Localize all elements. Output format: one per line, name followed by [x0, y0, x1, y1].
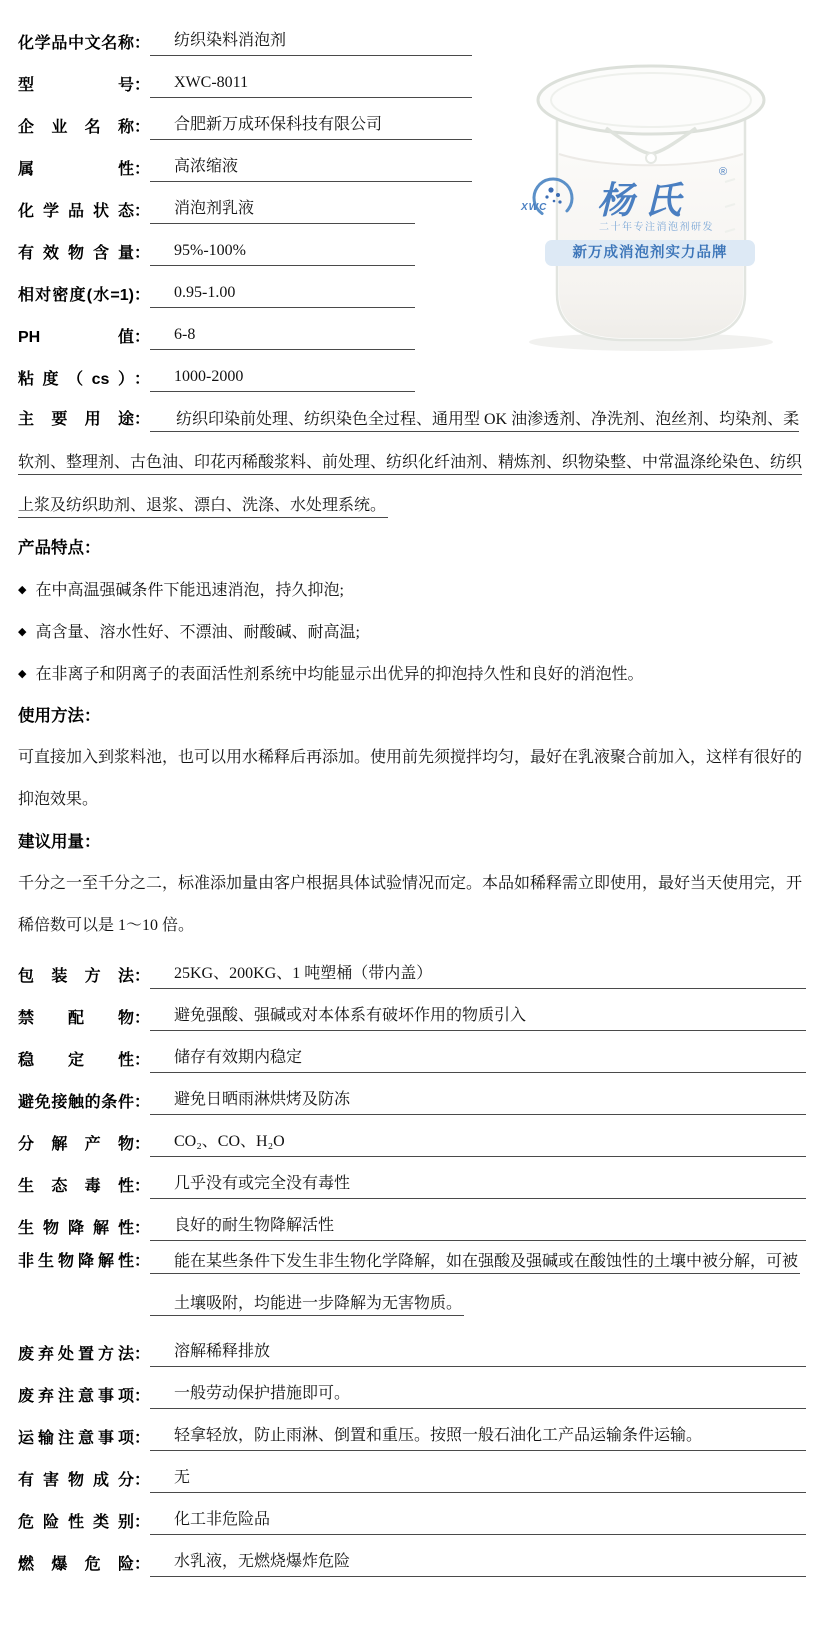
field-value-underline: [150, 1216, 806, 1241]
field-colon: ：: [133, 411, 150, 428]
field-label: 主要用途: [18, 411, 134, 428]
field-value-underline: [150, 1552, 806, 1577]
diamond-bullet-icon: ◆: [18, 584, 27, 596]
brand-banner: 新万成消泡剂实力品牌: [545, 240, 755, 266]
field-value: XWC-8011: [174, 74, 249, 91]
field-value-underline: [150, 1006, 806, 1031]
field-label: 粘度（cs）: [18, 371, 134, 388]
field-value: 无: [174, 1469, 191, 1486]
dosage-text: 千分之一至千分之二，标准添加量由客户根据具体试验情况而定。本品如稀释需立即使用，最好当天使用完，开稀倍数可以是 1～10 倍。: [18, 875, 803, 934]
field-value: 高浓缩液: [174, 158, 239, 175]
field-colon: ：: [133, 203, 150, 220]
feature-item: [18, 569, 806, 611]
section-heading-features: 产品特点：: [18, 539, 101, 557]
field-label: 禁配物: [18, 1010, 134, 1027]
field-value-underline: [150, 964, 806, 989]
field-value-underline: [150, 157, 472, 182]
field-label: 运输注意事项: [18, 1430, 134, 1447]
field-colon: ：: [133, 161, 150, 178]
field-value-underline: [150, 325, 415, 350]
field-value-underline: [150, 1468, 806, 1493]
field-row: [18, 947, 806, 989]
field-value-underline: [150, 283, 415, 308]
field-value: 1000-2000: [174, 368, 244, 385]
field-label: 燃爆危险: [18, 1556, 134, 1573]
diamond-bullet-icon: ◆: [18, 626, 27, 638]
field-value: 一般劳动保护措施即可。: [174, 1385, 351, 1402]
field-colon: ：: [133, 1010, 150, 1027]
field-label: 生态毒性: [18, 1178, 134, 1195]
field-value: 消泡剂乳液: [174, 200, 255, 217]
field-value: 95%-100%: [174, 242, 246, 259]
field-value: 几乎没有或完全没有毒性: [174, 1175, 351, 1192]
field-value: 6-8: [174, 326, 196, 343]
diamond-bullet-icon: ◆: [18, 668, 27, 680]
field-colon: ：: [133, 1253, 150, 1270]
field-row: [18, 1031, 806, 1073]
field-colon: ：: [133, 119, 150, 136]
field-colon: ：: [133, 1556, 150, 1573]
feature-text: 在非离子和阴离子的表面活性剂系统中均能显示出优异的抑泡持久性和良好的消泡性。: [35, 666, 644, 683]
field-label: 避免接触的条件: [18, 1094, 134, 1111]
field-value: 0.95-1.00: [174, 284, 236, 301]
field-colon: ：: [133, 1388, 150, 1405]
field-value: 水乳液，无燃烧爆炸危险: [174, 1553, 351, 1570]
field-colon: ：: [133, 968, 150, 985]
field-row: [18, 1493, 806, 1535]
field-colon: ：: [133, 1178, 150, 1195]
field-label: 分解产物: [18, 1136, 134, 1153]
field-label: 相对密度(水=1): [18, 287, 134, 304]
field-colon: ：: [133, 1094, 150, 1111]
field-value: 良好的耐生物降解活性: [174, 1217, 335, 1234]
feature-text: 高含量、溶水性好、不漂油、耐酸碱、耐高温;: [35, 624, 360, 641]
field-label: 有效物含量: [18, 245, 134, 262]
brand-logo: [481, 42, 816, 357]
field-label: 废弃处置方法: [18, 1346, 134, 1363]
field-colon: ：: [133, 245, 150, 262]
field-colon: ：: [133, 1052, 150, 1069]
field-label: 型号: [18, 77, 134, 94]
field-value: 轻拿轻放，防止雨淋、倒置和重压。按照一般石油化工产品运输条件运输。: [174, 1427, 703, 1444]
brand-name: 杨氏: [597, 181, 691, 222]
field-value-underline: [150, 1426, 806, 1451]
field-main-use: [18, 398, 806, 527]
brand-tagline: 二十年专注消泡剂研发: [599, 222, 714, 233]
field-label: 废弃注意事项: [18, 1388, 134, 1405]
usage-text: 可直接加入到浆料池，也可以用水稀释后再添加。使用前先须搅拌均匀，最好在乳液聚合前加入，这样有很好的抑泡效果。: [18, 749, 803, 808]
field-value-underline: [150, 1174, 806, 1199]
field-row: [18, 1367, 806, 1409]
field-colon: ：: [133, 1220, 150, 1237]
feature-item: [18, 653, 806, 695]
field-colon: ：: [133, 77, 150, 94]
field-row: [18, 989, 806, 1031]
field-value: 25KG、200KG、1 吨塑桶（带内盖）: [174, 965, 433, 982]
field-colon: ：: [133, 1346, 150, 1363]
bottom-fields-list: [18, 947, 806, 1577]
feature-text: 在中高温强碱条件下能迅速消泡，持久抑泡;: [35, 582, 344, 599]
field-value-underline: [150, 1132, 806, 1157]
field-label: 生物降解性: [18, 1220, 134, 1237]
top-section: [18, 14, 806, 392]
field-value: 避免强酸、强碱或对本体系有破坏作用的物质引入: [174, 1007, 527, 1024]
section-heading-usage: 使用方法：: [18, 707, 101, 725]
field-colon: ：: [133, 1136, 150, 1153]
field-row: [18, 1409, 806, 1451]
field-label: 危险性类别: [18, 1514, 134, 1531]
field-value: 化工非危险品: [174, 1511, 271, 1528]
field-value: 储存有效期内稳定: [174, 1049, 303, 1066]
field-value-underline: [150, 1090, 806, 1115]
field-value-underline: [150, 367, 415, 392]
field-row: [18, 1535, 806, 1577]
field-value-underline: [150, 1342, 806, 1367]
field-colon: ：: [133, 1430, 150, 1447]
features-list: [18, 569, 806, 695]
field-row: [18, 1241, 806, 1325]
field-label: 非生物降解性: [18, 1253, 134, 1270]
field-value-underline: [150, 1241, 806, 1325]
field-colon: ：: [133, 329, 150, 346]
field-value-underline: [150, 199, 415, 224]
field-colon: ：: [133, 371, 150, 388]
field-value: 合肥新万成环保科技有限公司: [174, 116, 383, 133]
registered-trademark-icon: ®: [719, 166, 728, 178]
field-label: 属性: [18, 161, 134, 178]
field-value: 能在某些条件下发生非生物化学降解，如在强酸及强碱或在酸蚀性的土壤中被分解，可被土壤吸附，均能进一步降解为无害物质。: [150, 1253, 800, 1316]
field-value: 避免日晒雨淋烘烤及防冻: [174, 1091, 351, 1108]
field-colon: ：: [133, 1514, 150, 1531]
field-label: PH值: [18, 329, 134, 346]
field-value-underline: [150, 73, 472, 98]
field-row: [18, 1115, 806, 1157]
field-value-underline: [150, 1384, 806, 1409]
field-row: [18, 1073, 806, 1115]
field-row: [18, 1325, 806, 1367]
feature-item: [18, 611, 806, 653]
field-value-underline: [150, 241, 415, 266]
field-value: 纺织染料消泡剂: [174, 32, 287, 49]
field-value-underline: [150, 1510, 806, 1535]
field-value: CO₂、CO、H₂O: [174, 1133, 285, 1150]
field-label: 化学品中文名称: [18, 35, 134, 52]
logo-crescent-icon: [521, 174, 577, 222]
field-label: 包装方法: [18, 968, 134, 985]
product-photo: [481, 42, 816, 357]
field-value-underline: [150, 115, 472, 140]
field-value-underline: [150, 1048, 806, 1073]
field-colon: ：: [133, 287, 150, 304]
field-label: 稳定性: [18, 1052, 134, 1069]
field-row: [18, 1199, 806, 1241]
field-value-underline: [150, 31, 472, 56]
field-label: 有害物成分: [18, 1472, 134, 1489]
field-colon: ：: [133, 1472, 150, 1489]
field-value: 溶解稀释排放: [174, 1343, 271, 1360]
field-row: [18, 1157, 806, 1199]
field-row: [18, 1451, 806, 1493]
field-value: 纺织印染前处理、纺织染色全过程、通用型 OK 油渗透剂、净洗剂、泡丝剂、均染剂、柔软剂、整理剂、古色油、印花丙稀酸浆料、前处理、纺织化纤油剂、精炼剂、织物染整、中常温涤纶染色、纺织上浆及纺织助剂、退浆、漂白、洗涤、水处理系统。: [18, 411, 802, 518]
field-label: 化学品状态: [18, 203, 134, 220]
logo-abbr-text: XWC: [521, 202, 548, 213]
section-heading-dosage: 建议用量：: [18, 833, 101, 851]
field-label: 企业名称: [18, 119, 134, 136]
field-colon: ：: [133, 35, 150, 52]
